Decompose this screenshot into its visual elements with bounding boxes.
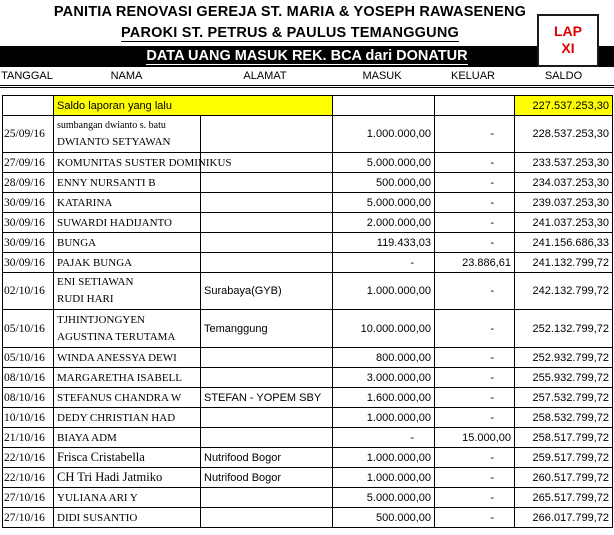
ledger-row <box>3 508 613 528</box>
saldo-cell: 257.532.799,72 <box>515 388 613 408</box>
name-cell <box>54 116 201 153</box>
masuk-cell: - <box>333 428 435 448</box>
date-cell: 05/10/16 <box>3 310 54 348</box>
keluar-cell: - <box>435 468 515 488</box>
keluar-cell: - <box>435 408 515 428</box>
ledger-table <box>2 95 613 528</box>
opening-saldo: 227.537.253,30 <box>515 96 613 116</box>
report-number-badge <box>537 14 599 67</box>
name-cell: SUWARDI HADIJANTO <box>54 213 201 233</box>
ledger-row <box>3 468 613 488</box>
date-cell: 28/09/16 <box>3 173 54 193</box>
date-cell: 08/10/16 <box>3 388 54 408</box>
masuk-cell: 5.000.000,00 <box>333 153 435 173</box>
date-cell: 30/09/16 <box>3 193 54 213</box>
keluar-cell: - <box>435 153 515 173</box>
saldo-cell: 266.017.799,72 <box>515 508 613 528</box>
name-cell: PAJAK BUNGA <box>54 253 201 273</box>
name-cell: DEDY CHRISTIAN HAD <box>54 408 201 428</box>
saldo-cell: 259.517.799,72 <box>515 448 613 468</box>
ledger-row <box>3 153 613 173</box>
date-cell: 27/10/16 <box>3 488 54 508</box>
saldo-cell: 228.537.253,30 <box>515 116 613 153</box>
report-title: PANITIA RENOVASI GEREJA ST. MARIA & YOSEPH RAWASENENG <box>53 4 527 20</box>
masuk-cell: 1.000.000,00 <box>333 448 435 468</box>
date-cell: 08/10/16 <box>3 368 54 388</box>
date-cell: 27/09/16 <box>3 153 54 173</box>
opening-keluar-cell <box>435 96 515 116</box>
col-masuk: MASUK <box>362 70 402 82</box>
date-cell: 30/09/16 <box>3 213 54 233</box>
col-nama: NAMA <box>110 70 143 82</box>
name-cell <box>54 273 201 310</box>
saldo-cell: 242.132.799,72 <box>515 273 613 310</box>
date-cell: 05/10/16 <box>3 348 54 368</box>
keluar-cell: - <box>435 508 515 528</box>
ledger-row <box>3 273 613 310</box>
name-cell: BUNGA <box>54 233 201 253</box>
masuk-cell: 119.433,03 <box>333 233 435 253</box>
name-cell: Frisca Cristabella <box>54 448 201 468</box>
keluar-cell: - <box>435 173 515 193</box>
masuk-cell: 10.000.000,00 <box>333 310 435 348</box>
col-alamat: ALAMAT <box>243 70 287 82</box>
ledger-row <box>3 233 613 253</box>
col-saldo: SALDO <box>544 70 583 82</box>
keluar-cell: 23.886,61 <box>435 253 515 273</box>
address-cell <box>201 213 333 233</box>
date-cell: 22/10/16 <box>3 468 54 488</box>
keluar-cell: - <box>435 213 515 233</box>
address-cell <box>201 173 333 193</box>
ledger-row <box>3 348 613 368</box>
address-cell <box>201 193 333 213</box>
name-line-1: TJHINTJONGYEN <box>57 313 145 326</box>
ledger-row <box>3 213 613 233</box>
ledger-row <box>3 116 613 153</box>
name-cell: BIAYA ADM <box>54 428 201 448</box>
saldo-cell: 258.532.799,72 <box>515 408 613 428</box>
saldo-cell: 260.517.799,72 <box>515 468 613 488</box>
date-cell: 27/10/16 <box>3 508 54 528</box>
name-line-2: RUDI HARI <box>57 293 114 305</box>
address-cell <box>201 348 333 368</box>
report-subtitle <box>0 25 580 41</box>
date-cell: 30/09/16 <box>3 253 54 273</box>
address-cell <box>201 253 333 273</box>
address-cell <box>201 428 333 448</box>
opening-balance-row <box>3 96 613 116</box>
ledger-row <box>3 310 613 348</box>
address-cell <box>201 368 333 388</box>
address-cell: Nutrifood Bogor <box>201 468 333 488</box>
report-banner <box>0 46 614 67</box>
address-cell: Surabaya(GYB) <box>201 273 333 310</box>
keluar-cell: - <box>435 273 515 310</box>
opening-label: Saldo laporan yang lalu <box>54 96 333 116</box>
saldo-cell: 252.132.799,72 <box>515 310 613 348</box>
saldo-cell: 241.156.686,33 <box>515 233 613 253</box>
name-line-1: sumbangan dwianto s. batu <box>57 120 166 131</box>
address-cell <box>201 116 333 153</box>
keluar-cell: - <box>435 116 515 153</box>
keluar-cell: 15.000,00 <box>435 428 515 448</box>
saldo-cell: 255.932.799,72 <box>515 368 613 388</box>
opening-date-cell <box>3 96 54 116</box>
column-header-row <box>0 68 614 86</box>
keluar-cell: - <box>435 388 515 408</box>
ledger-row <box>3 173 613 193</box>
ledger-row <box>3 408 613 428</box>
keluar-cell: - <box>435 488 515 508</box>
keluar-cell: - <box>435 233 515 253</box>
ledger-row <box>3 448 613 468</box>
name-line-1: ENI SETIAWAN <box>57 276 134 288</box>
masuk-cell: 1.000.000,00 <box>333 408 435 428</box>
name-cell <box>54 310 201 348</box>
opening-masuk-cell <box>333 96 435 116</box>
col-keluar: KELUAR <box>450 70 496 82</box>
saldo-cell: 241.037.253,30 <box>515 213 613 233</box>
date-cell: 21/10/16 <box>3 428 54 448</box>
header-divider <box>0 87 614 88</box>
ledger-row <box>3 488 613 508</box>
masuk-cell: 2.000.000,00 <box>333 213 435 233</box>
ledger-row <box>3 388 613 408</box>
name-cell: MARGARETHA ISABELL <box>54 368 201 388</box>
keluar-cell: - <box>435 348 515 368</box>
date-cell: 22/10/16 <box>3 448 54 468</box>
address-cell: STEFAN - YOPEM SBY <box>201 388 333 408</box>
saldo-cell: 252.932.799,72 <box>515 348 613 368</box>
name-cell: STEFANUS CHANDRA W <box>54 388 201 408</box>
name-cell: WINDA ANESSYA DEWI <box>54 348 201 368</box>
masuk-cell: 500.000,00 <box>333 508 435 528</box>
name-line-2: AGUSTINA TERUTAMA <box>57 330 176 343</box>
address-cell <box>201 233 333 253</box>
address-cell <box>201 508 333 528</box>
saldo-cell: 241.132.799,72 <box>515 253 613 273</box>
report-subtitle-text: PAROKI ST. PETRUS & PAULUS TEMANGGUNG <box>121 25 459 41</box>
address-cell <box>201 488 333 508</box>
name-line-2: DWIANTO SETYAWAN <box>57 136 171 148</box>
name-cell: KOMUNITAS SUSTER DOMINIKUS <box>54 153 201 173</box>
ledger-row <box>3 253 613 273</box>
saldo-cell: 258.517.799,72 <box>515 428 613 448</box>
keluar-cell: - <box>435 368 515 388</box>
date-cell: 30/09/16 <box>3 233 54 253</box>
col-tanggal: TANGGAL <box>1 70 53 82</box>
date-cell: 25/09/16 <box>3 116 54 153</box>
masuk-cell: 3.000.000,00 <box>333 368 435 388</box>
badge-line1: LAP <box>554 23 582 39</box>
address-cell: Temanggung <box>201 310 333 348</box>
masuk-cell: 1.000.000,00 <box>333 116 435 153</box>
masuk-cell: 1.000.000,00 <box>333 468 435 488</box>
saldo-cell: 234.037.253,30 <box>515 173 613 193</box>
masuk-cell: 5.000.000,00 <box>333 193 435 213</box>
masuk-cell: 500.000,00 <box>333 173 435 193</box>
saldo-cell: 265.517.799,72 <box>515 488 613 508</box>
date-cell: 02/10/16 <box>3 273 54 310</box>
ledger-row <box>3 428 613 448</box>
masuk-cell: - <box>333 253 435 273</box>
saldo-cell: 233.537.253,30 <box>515 153 613 173</box>
name-cell: ENNY NURSANTI B <box>54 173 201 193</box>
keluar-cell: - <box>435 193 515 213</box>
date-cell: 10/10/16 <box>3 408 54 428</box>
masuk-cell: 800.000,00 <box>333 348 435 368</box>
name-cell: DIDI SUSANTIO <box>54 508 201 528</box>
keluar-cell: - <box>435 448 515 468</box>
name-cell: CH Tri Hadi Jatmiko <box>54 468 201 488</box>
ledger-row <box>3 193 613 213</box>
keluar-cell: - <box>435 310 515 348</box>
address-cell: Nutrifood Bogor <box>201 448 333 468</box>
masuk-cell: 1.600.000,00 <box>333 388 435 408</box>
ledger-row <box>3 368 613 388</box>
badge-line2: XI <box>561 40 575 56</box>
address-cell <box>201 408 333 428</box>
banner-text: DATA UANG MASUK REK. BCA dari DONATUR <box>146 48 468 64</box>
masuk-cell: 1.000.000,00 <box>333 273 435 310</box>
name-cell: YULIANA ARI Y <box>54 488 201 508</box>
saldo-cell: 239.037.253,30 <box>515 193 613 213</box>
ledger-body <box>3 96 613 528</box>
masuk-cell: 5.000.000,00 <box>333 488 435 508</box>
name-cell: KATARINA <box>54 193 201 213</box>
